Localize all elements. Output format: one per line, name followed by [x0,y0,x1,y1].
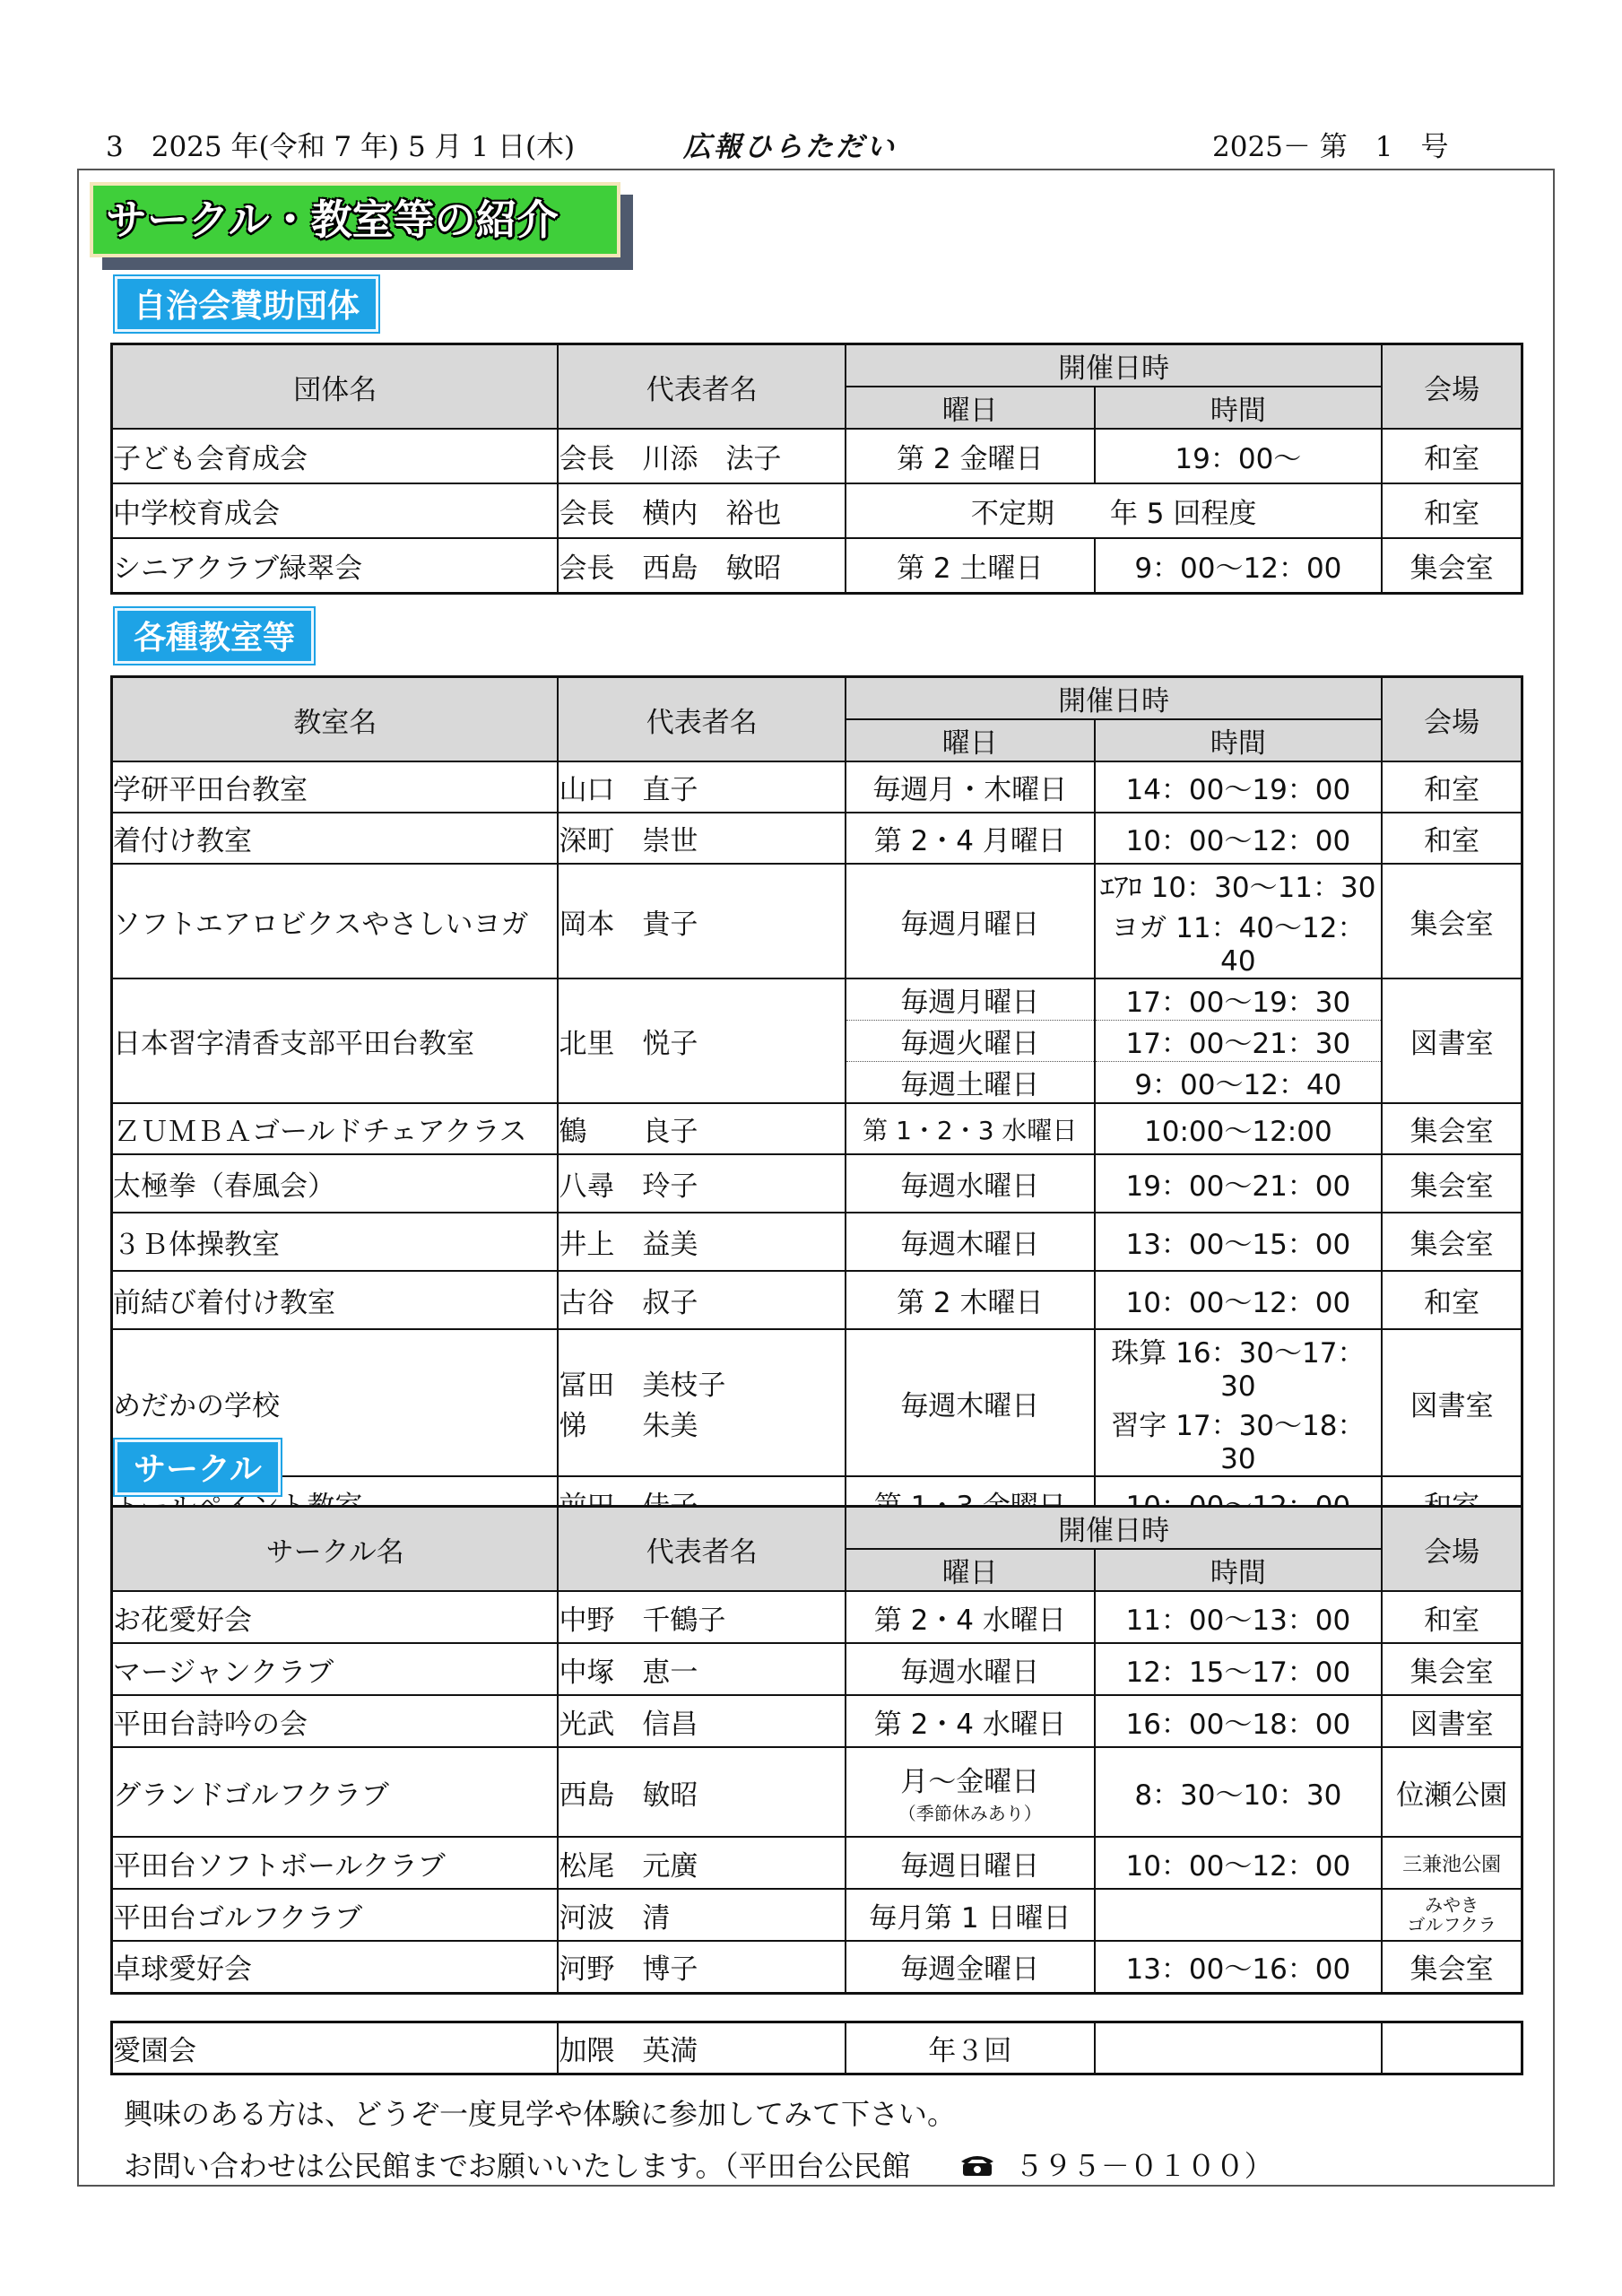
row-place: 集会室 [1382,1213,1522,1271]
row-rep: 深町 崇世 [558,813,846,864]
row-rep [558,1329,846,1476]
row-day: 毎週水曜日 [846,1643,1095,1695]
time-line: 17：00～21：30 [1096,1021,1382,1062]
row-name: マージャンクラブ [112,1643,559,1695]
row-rep: 山口 直子 [558,761,846,813]
table-row [112,864,1522,978]
row-time: 10：00～12：00 [1095,1837,1383,1889]
row-name: 子ども会育成会 [112,429,559,483]
row-time: 12：15～17：00 [1095,1643,1383,1695]
col-header-time: 時間 [1095,719,1383,761]
table-row [112,1271,1522,1329]
table-row [112,429,1522,483]
table-row [112,1941,1522,1993]
row-rep: 光武 信昌 [558,1695,846,1747]
time-line: ヨガ 11：40～12：40 [1111,912,1366,978]
row-name: お花愛好会 [112,1591,559,1643]
row-time: 9：00～12：00 [1095,538,1383,593]
row-day: 年３回 [846,2022,1095,2074]
col-header-time: 時間 [1095,1549,1383,1591]
row-time [1095,978,1383,1103]
col-header-place: 会場 [1382,1507,1522,1592]
row-rep: 鶴 良子 [558,1103,846,1154]
row-time: 14：00～19：00 [1095,761,1383,813]
table-row [112,1103,1522,1154]
table-row [112,2022,1522,2074]
row-day [846,978,1095,1103]
row-time: 10：00～12：00 [1095,1271,1383,1329]
table-row [112,1591,1522,1643]
row-name: 日本習字清香支部平田台教室 [112,978,559,1103]
row-name: 愛園会 [112,2022,559,2074]
row-place: 集会室 [1382,1643,1522,1695]
row-day: 第 2・4 月曜日 [846,813,1095,864]
row-rep: 河野 博子 [558,1941,846,1993]
rep-line: 悌 朱美 [559,1410,698,1442]
time-line: 習字 17：30～18：30 [1111,1410,1366,1475]
day-line: 月～金曜日 [900,1766,1040,1798]
table-row [112,1213,1522,1271]
row-time [1095,1889,1383,1941]
row-time: 19：00～ [1095,429,1383,483]
col-header-datetime: 開催日時 [846,1507,1382,1550]
row-day: 毎週月曜日 [846,864,1095,978]
note-line-2 [124,2144,1273,2185]
row-place: 和室 [1382,429,1522,483]
circles-table [110,1505,1523,1995]
row-rep: 中野 千鶴子 [558,1591,846,1643]
col-header-name: 団体名 [112,344,559,430]
row-place: 集会室 [1382,1103,1522,1154]
row-day: 第 2 土曜日 [846,538,1095,593]
row-day: 毎週木曜日 [846,1329,1095,1476]
row-name: ＺＵＭＢＡゴールドチェアクラス [112,1103,559,1154]
row-place [1382,1889,1522,1941]
title-banner [90,182,620,257]
day-line: 毎週月曜日 [846,979,1094,1021]
table-row [112,813,1522,864]
groups-table [110,343,1523,595]
row-time: 13：00～16：00 [1095,1941,1383,1993]
row-time: 11：00～13：00 [1095,1591,1383,1643]
col-header-time: 時間 [1095,387,1383,429]
row-time [1095,1329,1383,1476]
row-day: 第 2・4 水曜日 [846,1695,1095,1747]
extra-table [110,2021,1523,2075]
row-place: 和室 [1382,1591,1522,1643]
row-name: 着付け教室 [112,813,559,864]
row-name: ３Ｂ体操教室 [112,1213,559,1271]
row-rep: 松尾 元廣 [558,1837,846,1889]
row-rep: 北里 悦子 [558,978,846,1103]
row-place: 図書室 [1382,978,1522,1103]
row-place: 図書室 [1382,1329,1522,1476]
table-row [112,1747,1522,1837]
row-day: 毎週金曜日 [846,1941,1095,1993]
table-row [112,1154,1522,1213]
row-time-empty [1095,2022,1383,2074]
time-line: ｴｱﾛ 10：30～11：30 [1100,872,1376,904]
row-time: 8：30～10：30 [1095,1747,1383,1837]
rep-line: 冨田 美枝子 [559,1370,726,1402]
col-header-place: 会場 [1382,344,1522,430]
row-rep: 河波 清 [558,1889,846,1941]
row-place: 集会室 [1382,1154,1522,1213]
col-header-day: 曜日 [846,387,1095,429]
row-place: 和室 [1382,813,1522,864]
day-line: 毎週土曜日 [900,1069,1040,1101]
table-row [112,1329,1522,1476]
page-title: サークル・教室等の紹介 [90,182,620,257]
col-header-rep: 代表者名 [558,1507,846,1592]
row-rep: 八尋 玲子 [558,1154,846,1213]
col-header-name: 教室名 [112,677,559,762]
row-name: グランドゴルフクラブ [112,1747,559,1837]
row-place: 集会室 [1382,1941,1522,1993]
row-name: 学研平田台教室 [112,761,559,813]
row-schedule: 不定期 年 5 回程度 [846,483,1382,538]
table-row [112,1643,1522,1695]
row-place: 集会室 [1382,538,1522,593]
col-header-name: サークル名 [112,1507,559,1592]
row-time: 10：00～12：00 [1095,813,1383,864]
issue-number: 2025－ 第 1 号 [1212,131,1449,163]
row-time: 19：00～21：00 [1095,1154,1383,1213]
place-line: ゴルフクラ [1407,1914,1496,1935]
row-day: 毎週月・木曜日 [846,761,1095,813]
table-row [112,1889,1522,1941]
row-time [1095,864,1383,978]
section-label-groups: 自治会賛助団体 [115,276,378,332]
row-rep: 会長 横内 裕也 [558,483,846,538]
time-line: 9：00～12：40 [1134,1069,1342,1101]
row-place: 三兼池公園 [1382,1837,1522,1889]
row-name: シニアクラブ緑翠会 [112,538,559,593]
section-label-classes: 各種教室等 [115,608,314,664]
row-place-empty [1382,2022,1522,2074]
row-rep: 会長 川添 法子 [558,429,846,483]
row-rep: 井上 益美 [558,1213,846,1271]
table-row [112,1837,1522,1889]
place-line: みやき [1425,1894,1479,1916]
row-rep: 会長 西島 敏昭 [558,538,846,593]
row-day: 毎月第 1 日曜日 [846,1889,1095,1941]
row-place: 位瀬公園 [1382,1747,1522,1837]
table-row [112,1695,1522,1747]
row-rep: 古谷 叔子 [558,1271,846,1329]
note-line-1: 興味のある方は、どうぞ一度見学や体験に参加してみて下さい。 [124,2097,957,2131]
row-place: 和室 [1382,761,1522,813]
row-rep: 中塚 恵一 [558,1643,846,1695]
classes-table [110,675,1523,1533]
contact-text: お問い合わせは公民館までお願いいたします。（平田台公民館 [124,2149,940,2183]
section-label-circles: サークル [115,1439,281,1495]
time-line: 珠算 16：30～17：30 [1111,1337,1366,1403]
telephone-icon [959,2151,995,2185]
row-time: 13：00～15：00 [1095,1213,1383,1271]
row-day: 毎週日曜日 [846,1837,1095,1889]
day-line: 毎週火曜日 [846,1021,1094,1062]
time-line: 17：00～19：30 [1096,979,1382,1021]
row-name: 卓球愛好会 [112,1941,559,1993]
row-day: 毎週木曜日 [846,1213,1095,1271]
col-header-day: 曜日 [846,719,1095,761]
row-place: 図書室 [1382,1695,1522,1747]
col-header-day: 曜日 [846,1549,1095,1591]
row-rep: 西島 敏昭 [558,1747,846,1837]
header-date: 3 2025 年(令和 7 年) 5 月 1 日(木) [106,131,576,163]
row-name: ソフトエアロビクスやさしいヨガ [112,864,559,978]
col-header-datetime: 開催日時 [846,677,1382,720]
row-name: 中学校育成会 [112,483,559,538]
row-name: 平田台詩吟の会 [112,1695,559,1747]
row-day: 第 2 木曜日 [846,1271,1095,1329]
row-day [846,1747,1095,1837]
row-rep: 加隈 英満 [558,2022,846,2074]
publication-title: 広報ひらただい [683,131,897,163]
day-note: （季節休みあり） [898,1803,1042,1824]
col-header-rep: 代表者名 [558,344,846,430]
row-time: 16：00～18：00 [1095,1695,1383,1747]
col-header-rep: 代表者名 [558,677,846,762]
row-name: めだかの学校 [112,1329,559,1476]
row-place: 集会室 [1382,864,1522,978]
table-row [112,761,1522,813]
row-place: 和室 [1382,483,1522,538]
row-name: 平田台ゴルフクラブ [112,1889,559,1941]
row-name: 平田台ソフトボールクラブ [112,1837,559,1889]
row-time: 10:00～12:00 [1095,1103,1383,1154]
col-header-datetime: 開催日時 [846,344,1382,387]
row-day: 第 1・2・3 水曜日 [846,1103,1095,1154]
row-day: 第 2 金曜日 [846,429,1095,483]
table-row [112,978,1522,1103]
col-header-place: 会場 [1382,677,1522,762]
row-place: 和室 [1382,1271,1522,1329]
table-row [112,483,1522,538]
row-day: 毎週水曜日 [846,1154,1095,1213]
row-name: 太極拳（春風会） [112,1154,559,1213]
phone-number: ５９５－０１００） [1014,2149,1273,2183]
row-name: 前結び着付け教室 [112,1271,559,1329]
row-day: 第 2・4 水曜日 [846,1591,1095,1643]
table-row [112,538,1522,593]
row-rep: 岡本 貴子 [558,864,846,978]
